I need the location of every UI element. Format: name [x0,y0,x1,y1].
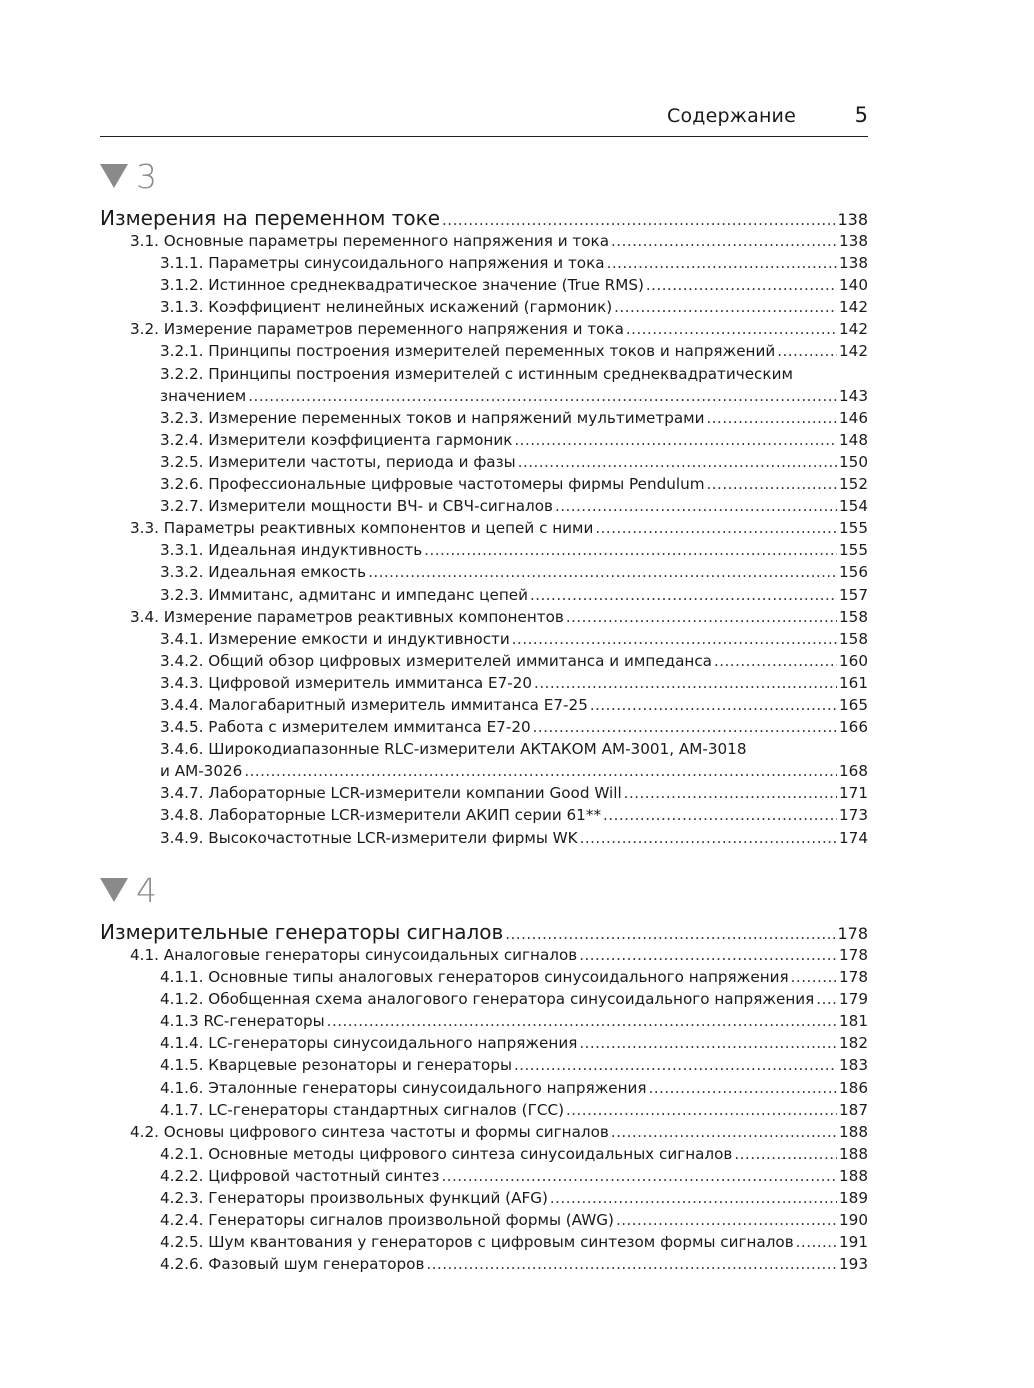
toc-entry[interactable] [100,1099,868,1121]
toc-entry[interactable] [100,340,868,362]
toc-page-number: 187 [839,1100,868,1119]
dot-leader [566,1099,837,1121]
toc-page-number: 156 [839,563,868,582]
toc-page-number: 183 [839,1056,868,1075]
dot-leader [514,429,837,451]
toc-entry[interactable] [100,1143,868,1165]
toc-entry[interactable] [100,517,868,539]
dot-leader [441,1165,837,1187]
toc-entry[interactable] [100,1165,868,1187]
dot-leader [607,252,837,274]
toc-entry-title: 4.2.5. Шум квантования у генераторов с цифровым синтезом формы сигналов [160,1233,794,1252]
toc-entry-title: 3.4.6. Широкодиапазонные RLC-измерители АКТАКОМ АМ-3001, АМ-3018 [160,740,747,759]
dot-leader [646,274,837,296]
toc-chapter-title: Измерения на переменном токе [100,206,441,230]
toc-entry[interactable] [100,495,868,517]
dot-leader [734,1143,837,1165]
toc-entry-title: 3.4.1. Измерение емкости и индуктивности [160,629,510,648]
toc-entry[interactable] [100,606,868,628]
toc-entry[interactable] [100,628,868,650]
toc-entry[interactable] [100,1054,868,1076]
toc-entry-title: 4.1. Аналоговые генераторы синусоидальных сигналов [130,946,578,964]
toc-entry-title: 3.4.2. Общий обзор цифровых измерителей иммитанса и импеданса [160,651,712,670]
toc-entry-title: 3.4. Измерение параметров реактивных компонентов [130,607,564,626]
toc-entry-title: 3.4.5. Работа с измерителем иммитанса Е7-20 [160,718,531,737]
toc-entry[interactable] [100,1187,868,1209]
toc-entry-continuation[interactable] [100,385,868,407]
toc-entry-title: 3.4.8. Лабораторные LCR-измерители АКИП серии 61** [160,806,602,825]
toc-entry-title: 3.2. Измерение параметров переменного напряжения и тока [130,320,624,339]
toc-entry-title: 4.1.3 RC-генераторы [160,1012,325,1031]
page-number: 5 [854,103,868,127]
toc-entry[interactable] [100,1010,868,1032]
toc-entry-title: 4.2.2. Цифровой частотный синтез [160,1166,440,1185]
dot-leader [244,760,837,782]
dot-leader [512,628,837,650]
running-head-title: Содержание [667,105,796,127]
toc-entry-title: 3.1.2. Истинное среднеквадратическое значение (True RMS) [160,276,644,295]
toc-page-number: 182 [839,1034,868,1053]
toc-entry-title: и АМ-3026 [160,762,243,781]
chapter-number: 4 [136,870,157,910]
toc-entry-title: 4.1.6. Эталонные генераторы синусоидального напряжения [160,1078,647,1097]
toc-entry[interactable] [100,1253,868,1275]
toc-page-number: 165 [839,695,868,714]
dot-leader [626,318,837,340]
toc-page-number: 138 [839,254,868,273]
toc-entry-title: 4.1.2. Обобщенная схема аналогового генератора синусоидального напряжения [160,990,815,1009]
chapter-4 [100,868,868,1275]
toc-entry[interactable] [100,966,868,988]
dot-leader [714,650,837,672]
toc-entry[interactable] [100,1121,868,1143]
toc-entry-title: значением [160,386,247,405]
dot-leader [611,1121,837,1143]
toc-page-number: 178 [839,968,868,987]
toc-page-number: 178 [837,924,868,943]
toc-entry[interactable] [100,672,868,694]
toc-entry-title: 3.4.4. Малогабаритный измеритель иммитанса Е7-25 [160,695,588,714]
dot-leader [550,1187,837,1209]
toc-entry-title: 3.3.1. Идеальная индуктивность [160,541,423,560]
dot-leader [624,782,837,804]
dot-leader [248,385,837,407]
toc-page-number: 154 [839,497,868,516]
toc-entry-title: 4.1.1. Основные типы аналоговых генераторов синусоидального напряжения [160,968,789,987]
dot-leader [579,944,837,966]
toc-entry[interactable] [100,274,868,296]
toc-entry[interactable] [100,716,868,738]
toc-entry[interactable] [100,252,868,274]
dot-leader [555,495,837,517]
toc-entry[interactable] [100,318,868,340]
running-head [100,100,868,137]
toc-entry[interactable] [100,694,868,716]
toc-entry-title: 4.2.3. Генераторы произвольных функций (AFG) [160,1189,548,1208]
toc-entry-title: 3.3. Параметры реактивных компонентов и цепей с ними [130,519,594,538]
toc-entry[interactable] [100,584,868,606]
toc-page-number: 178 [839,946,868,964]
toc-chapter-entry[interactable] [100,920,868,944]
toc-page-number: 179 [839,990,868,1009]
toc-entry[interactable] [100,561,868,583]
toc-entry[interactable] [100,782,868,804]
toc-page-number: 155 [839,519,868,538]
toc-page-number: 152 [839,475,868,494]
toc-entry-title: 3.1. Основные параметры переменного напряжения и тока [130,232,610,250]
dot-leader [595,517,837,539]
chapter-marker [100,154,868,198]
toc-entry[interactable] [100,296,868,318]
toc-page-number: 191 [839,1233,868,1252]
toc-entry[interactable] [100,804,868,826]
toc-entry-continuation[interactable] [100,760,868,782]
dot-leader [796,1231,837,1253]
dot-leader [580,827,837,849]
toc-page-number: 160 [839,651,868,670]
dot-leader [614,296,837,318]
toc-entry[interactable] [100,539,868,561]
toc-entry-title: 3.2.1. Принципы построения измерителей переменных токов и напряжений [160,342,776,361]
dot-leader [707,407,837,429]
toc-page-number: 188 [839,1122,868,1141]
toc-entry-title: 3.2.5. Измерители частоты, периода и фазы [160,452,516,471]
dot-leader [327,1010,837,1032]
toc-entry-title: 4.2.6. Фазовый шум генераторов [160,1255,425,1274]
dot-leader [707,473,837,495]
triangle-down-icon [100,164,128,188]
toc-page-number: 188 [839,1166,868,1185]
dot-leader [566,606,837,628]
toc-entry[interactable] [100,738,868,760]
toc-entry-title: 3.2.3. Измерение переменных токов и напряжений мультиметрами [160,408,705,427]
toc-chapter-entry[interactable] [100,206,868,230]
toc-entry-title: 3.4.9. Высокочастотные LCR-измерители фирмы WK [160,828,578,847]
toc-page-number: 148 [839,430,868,449]
toc-page-number: 140 [839,276,868,295]
toc-page-number: 138 [837,210,868,229]
dot-leader [611,230,837,252]
dot-leader [505,922,835,946]
toc-entry-title: 4.2.1. Основные методы цифрового синтеза синусоидальных сигналов [160,1144,733,1163]
toc-page-number: 150 [839,452,868,471]
toc-page-number: 157 [839,585,868,604]
toc-entry[interactable] [100,451,868,473]
toc-entry-title: 3.2.6. Профессиональные цифровые частотомеры фирмы Pendulum [160,475,705,494]
toc-entry[interactable] [100,407,868,429]
toc-entry[interactable] [100,429,868,451]
dot-leader [368,561,837,583]
toc-entry-title: 3.4.3. Цифровой измеритель иммитанса Е7-20 [160,673,533,692]
dot-leader [424,539,837,561]
toc-entry[interactable] [100,944,868,966]
toc-page-number: 171 [839,784,868,803]
dot-leader [791,966,837,988]
dot-leader [533,716,837,738]
dot-leader [616,1209,837,1231]
toc-entry-title: 3.1.3. Коэффициент нелинейных искажений (гармоник) [160,298,613,317]
toc-page-number: 138 [839,232,868,250]
dot-leader [579,1032,837,1054]
toc-entry-title: 3.2.3. Иммитанс, адмитанс и импеданс цепей [160,585,528,604]
toc-page-number: 142 [839,342,868,361]
toc-entry-title: 4.1.7. LC-генераторы стандартных сигналов (ГСС) [160,1100,564,1119]
toc-page-number: 142 [839,298,868,317]
toc-entry-title: 3.1.1. Параметры синусоидального напряжения и тока [160,254,605,273]
toc-entry-title: 4.1.5. Кварцевые резонаторы и генераторы [160,1056,512,1075]
toc-page-number: 188 [839,1144,868,1163]
toc-entry[interactable] [100,988,868,1010]
toc-entry-title: 4.1.4. LC-генераторы синусоидального напряжения [160,1034,578,1053]
toc-entry-title: 4.2.4. Генераторы сигналов произвольной формы (AWG) [160,1211,614,1230]
toc-page-number: 166 [839,718,868,737]
toc-entry-title: 3.2.2. Принципы построения измерителей с истинным среднеквадратическим [160,364,793,383]
toc-page-number: 158 [839,607,868,626]
toc-entry[interactable] [100,1231,868,1253]
dot-leader [816,988,837,1010]
toc-page-number: 190 [839,1211,868,1230]
toc-entry[interactable] [100,827,868,849]
dot-leader [534,672,837,694]
dot-leader [518,451,837,473]
chapter-marker [100,868,868,912]
toc-entry[interactable] [100,230,868,252]
toc-list [100,230,868,849]
toc-entry-title: 3.3.2. Идеальная емкость [160,563,367,582]
dot-leader [530,584,837,606]
chapter-3 [100,154,868,849]
toc-page-number: 158 [839,629,868,648]
toc-list [100,944,868,1275]
dot-leader [649,1077,837,1099]
toc-entry-title: 3.2.7. Измерители мощности ВЧ- и СВЧ-сигналов [160,497,553,516]
toc-page-number: 186 [839,1078,868,1097]
toc-page-number: 146 [839,408,868,427]
dot-leader [442,208,835,232]
dot-leader [590,694,837,716]
dot-leader [426,1253,837,1275]
toc-entry[interactable] [100,1209,868,1231]
toc-entry[interactable] [100,473,868,495]
toc-page-number: 174 [839,828,868,847]
toc-page-number: 168 [839,762,868,781]
toc-page-number: 173 [839,806,868,825]
dot-leader [514,1054,837,1076]
toc-page-number: 155 [839,541,868,560]
toc-page-number: 142 [839,320,868,339]
triangle-down-icon [100,878,128,902]
dot-leader [777,340,837,362]
toc-entry[interactable] [100,1077,868,1099]
toc-page-number: 189 [839,1189,868,1208]
toc-chapter-title: Измерительные генераторы сигналов [100,920,504,944]
toc-entry[interactable] [100,363,868,385]
toc-entry-title: 3.4.7. Лабораторные LCR-измерители компании Good Will [160,784,622,803]
toc-page-number: 143 [839,386,868,405]
toc-entry[interactable] [100,650,868,672]
toc-entry-title: 3.2.4. Измерители коэффициента гармоник [160,430,513,449]
toc-entry-title: 4.2. Основы цифрового синтеза частоты и формы сигналов [130,1122,609,1141]
toc-page-number: 193 [839,1255,868,1274]
dot-leader [603,804,837,826]
chapter-number: 3 [136,156,157,196]
toc-page-number: 181 [839,1012,868,1031]
toc-entry[interactable] [100,1032,868,1054]
toc-page-number: 161 [839,673,868,692]
